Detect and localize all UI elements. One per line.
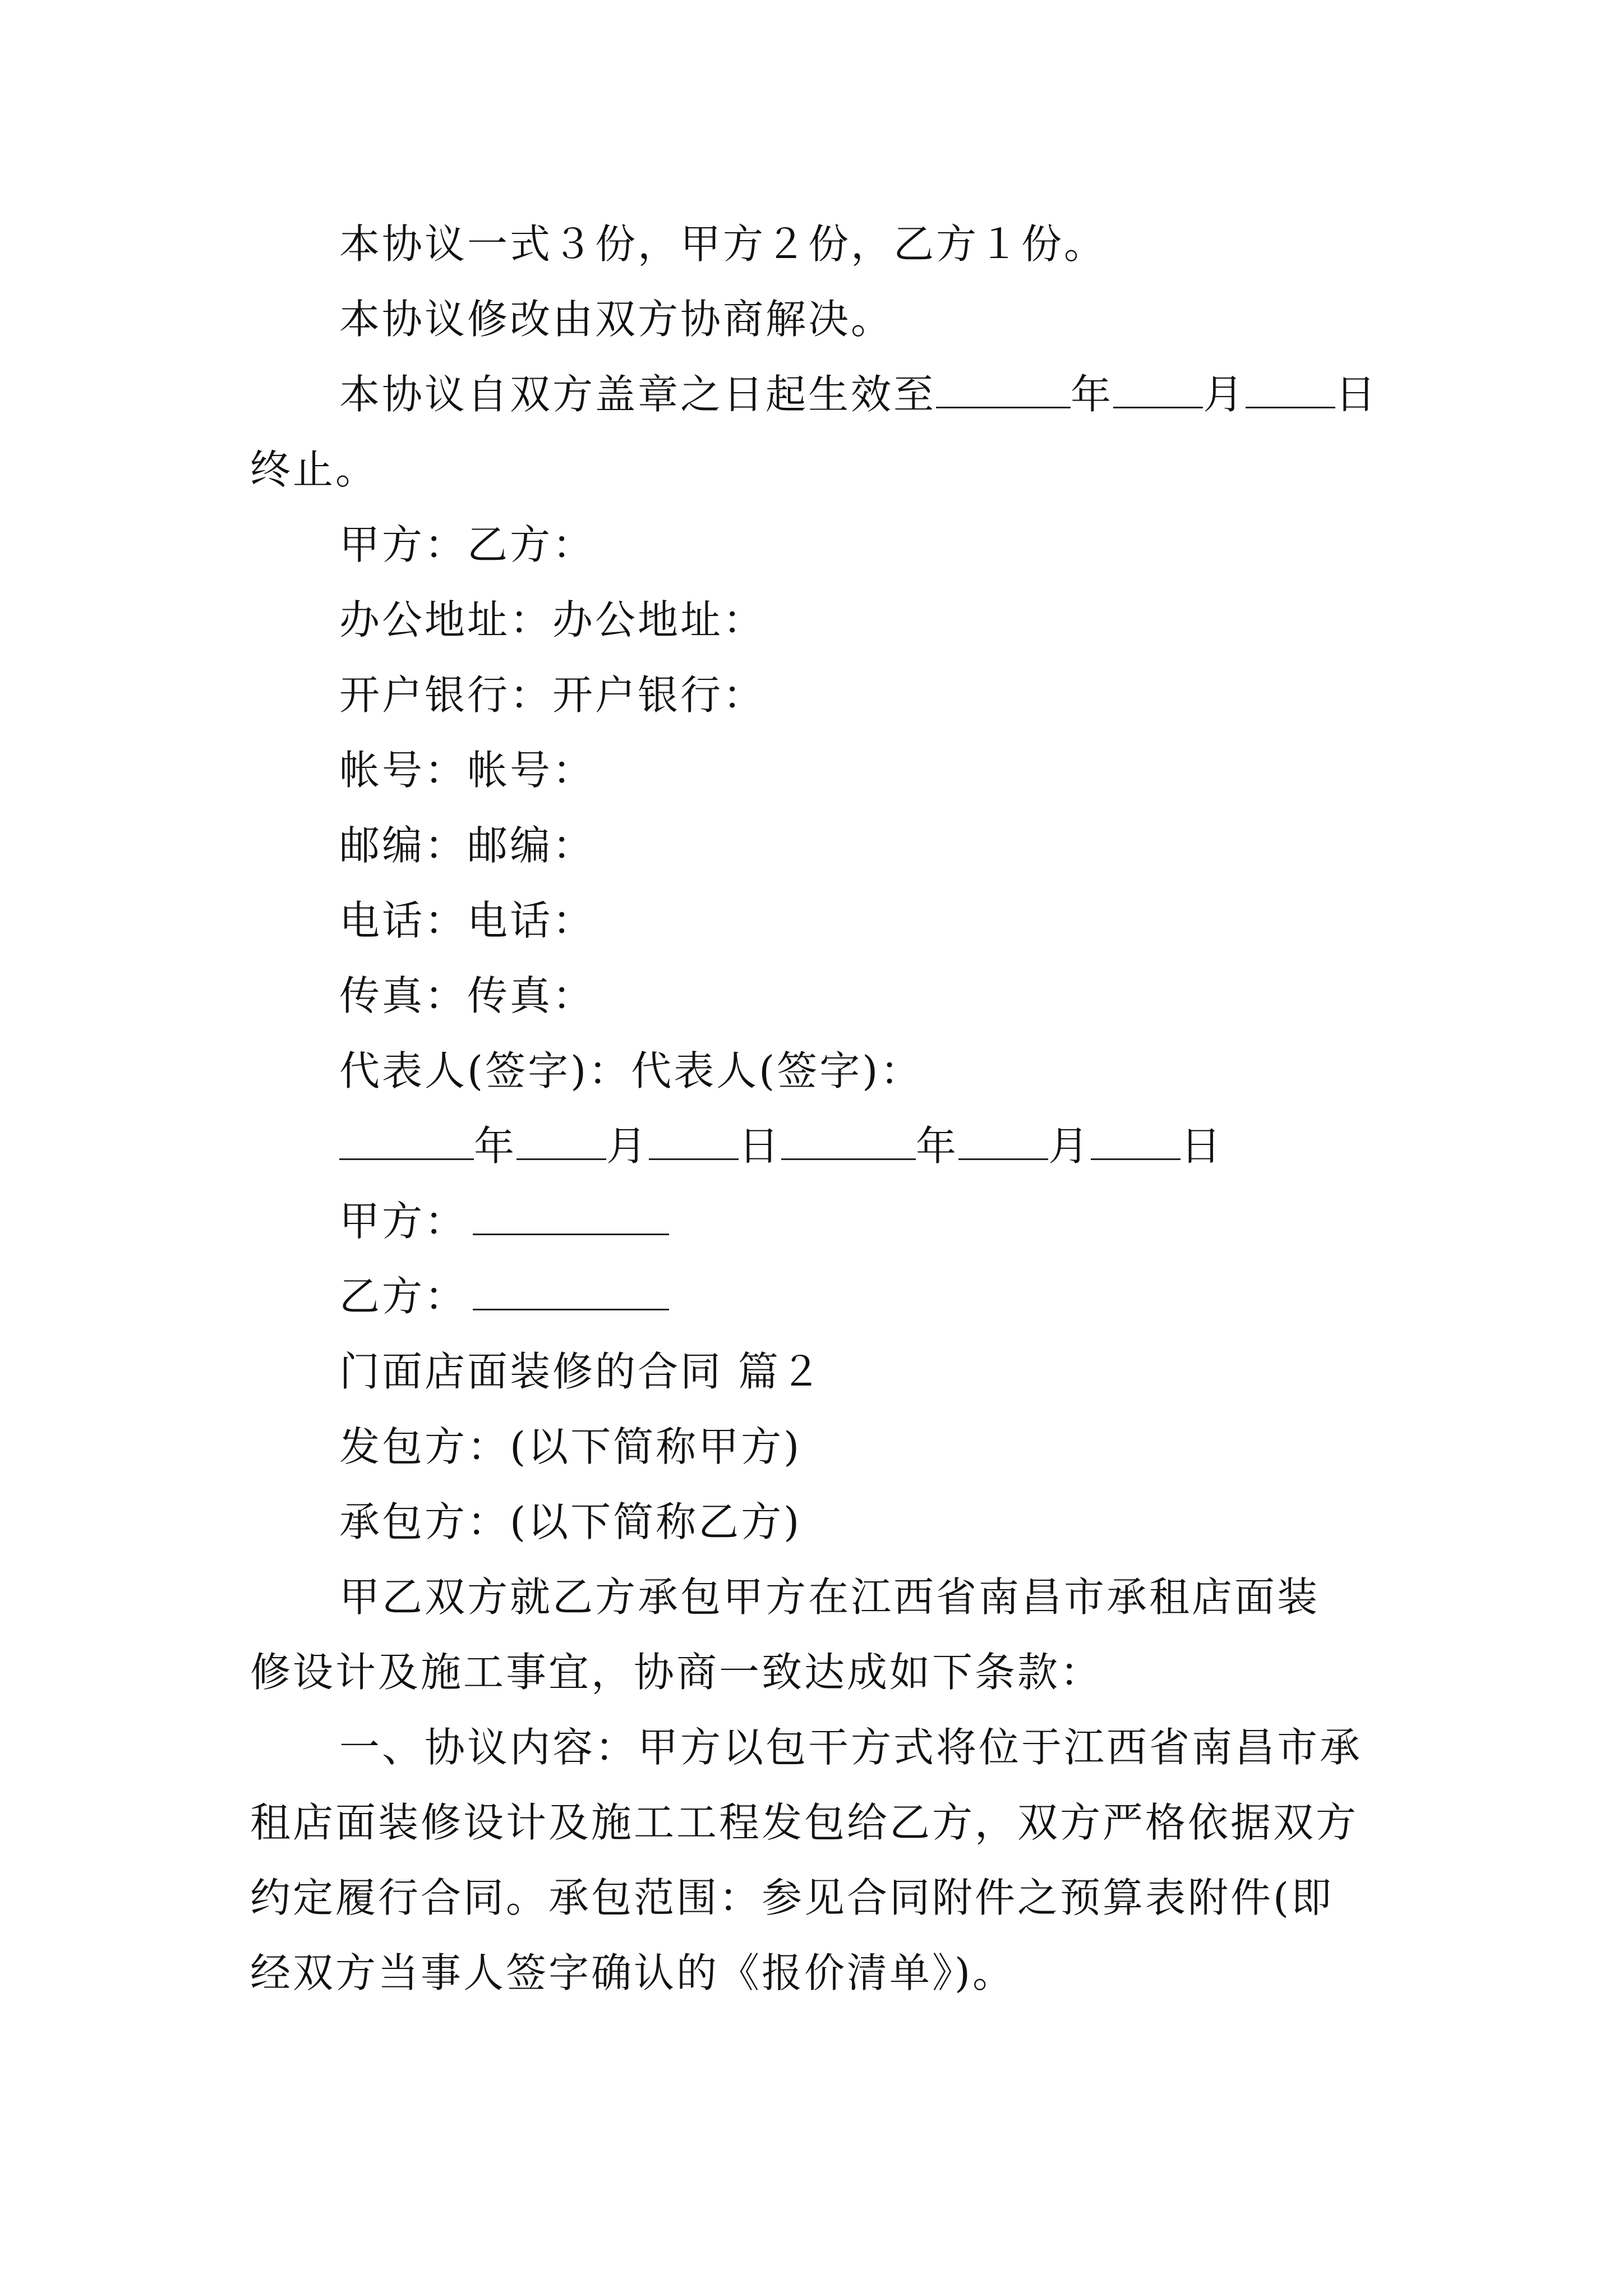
subcontractor-row: 承包方：(以下简称乙方)	[339, 1498, 802, 1545]
party-a-label: 甲方：	[339, 1198, 468, 1245]
phone-row: 电话：电话：	[339, 897, 596, 944]
account-row: 帐号：帐号：	[339, 747, 596, 794]
representative-row: 代表人(签字)：代表人(签字)：	[339, 1047, 923, 1094]
month-label-a: 月	[606, 1122, 649, 1170]
postcode-row: 邮编：邮编：	[339, 822, 596, 869]
party-b-signature	[339, 1268, 1489, 1324]
bank-row: 开户银行：开户银行：	[339, 671, 766, 719]
day-blank-b	[1091, 1119, 1181, 1160]
day-label-a: 日	[739, 1122, 782, 1170]
day-blank	[1246, 367, 1335, 408]
party-a-signature	[339, 1193, 1489, 1249]
party-row: 甲方：乙方：	[339, 521, 596, 568]
year-label-a: 年	[474, 1122, 517, 1170]
day-blank-a	[649, 1119, 739, 1160]
signing-dates-row	[339, 1118, 1489, 1174]
party-b-blank	[473, 1269, 669, 1310]
day-label: 日	[1335, 371, 1378, 418]
year-blank-b	[781, 1119, 916, 1160]
month-blank-b	[958, 1119, 1048, 1160]
clause-1-line-4: 经双方当事人签字确认的《报价清单》)。	[250, 1949, 1016, 1996]
clause-1-line-2: 租店面装修设计及施工工程发包给乙方，双方严格依据双方	[250, 1799, 1359, 1846]
termination-text: 终止。	[250, 446, 379, 493]
amendment-clause: 本协议修改由双方协商解决。	[339, 296, 894, 343]
month-blank	[1113, 367, 1203, 408]
intro-paragraph-line-2: 修设计及施工事宜，协商一致达成如下条款：	[250, 1649, 1103, 1696]
year-blank-a	[339, 1119, 474, 1160]
effective-date-prefix: 本协议自双方盖章之日起生效至	[339, 371, 937, 418]
party-b-label: 乙方：	[339, 1273, 468, 1320]
month-blank-a	[517, 1119, 606, 1160]
clause-1-line-3: 约定履行合同。承包范围：参见合同附件之预算表附件(即	[250, 1874, 1334, 1921]
year-label-b: 年	[916, 1122, 959, 1170]
contractor-row: 发包方：(以下简称甲方)	[339, 1423, 802, 1470]
intro-paragraph-line-1: 甲乙双方就乙方承包甲方在江西省南昌市承租店面装	[339, 1573, 1320, 1621]
month-label-b: 月	[1048, 1122, 1091, 1170]
copies-clause: 本协议一式３份，甲方２份，乙方１份。	[339, 220, 1107, 268]
party-a-blank	[473, 1194, 669, 1235]
fax-row: 传真：传真：	[339, 972, 596, 1019]
effective-date-clause	[339, 366, 1489, 422]
month-label: 月	[1203, 371, 1246, 418]
section-title: 门面店面装修的合同 篇２	[339, 1348, 823, 1395]
clause-1-line-1: 一、协议内容：甲方以包干方式将位于江西省南昌市承	[339, 1724, 1363, 1771]
year-blank	[936, 367, 1071, 408]
office-address-row: 办公地址：办公地址：	[339, 596, 766, 643]
year-label: 年	[1071, 371, 1114, 418]
day-label-b: 日	[1181, 1122, 1224, 1170]
